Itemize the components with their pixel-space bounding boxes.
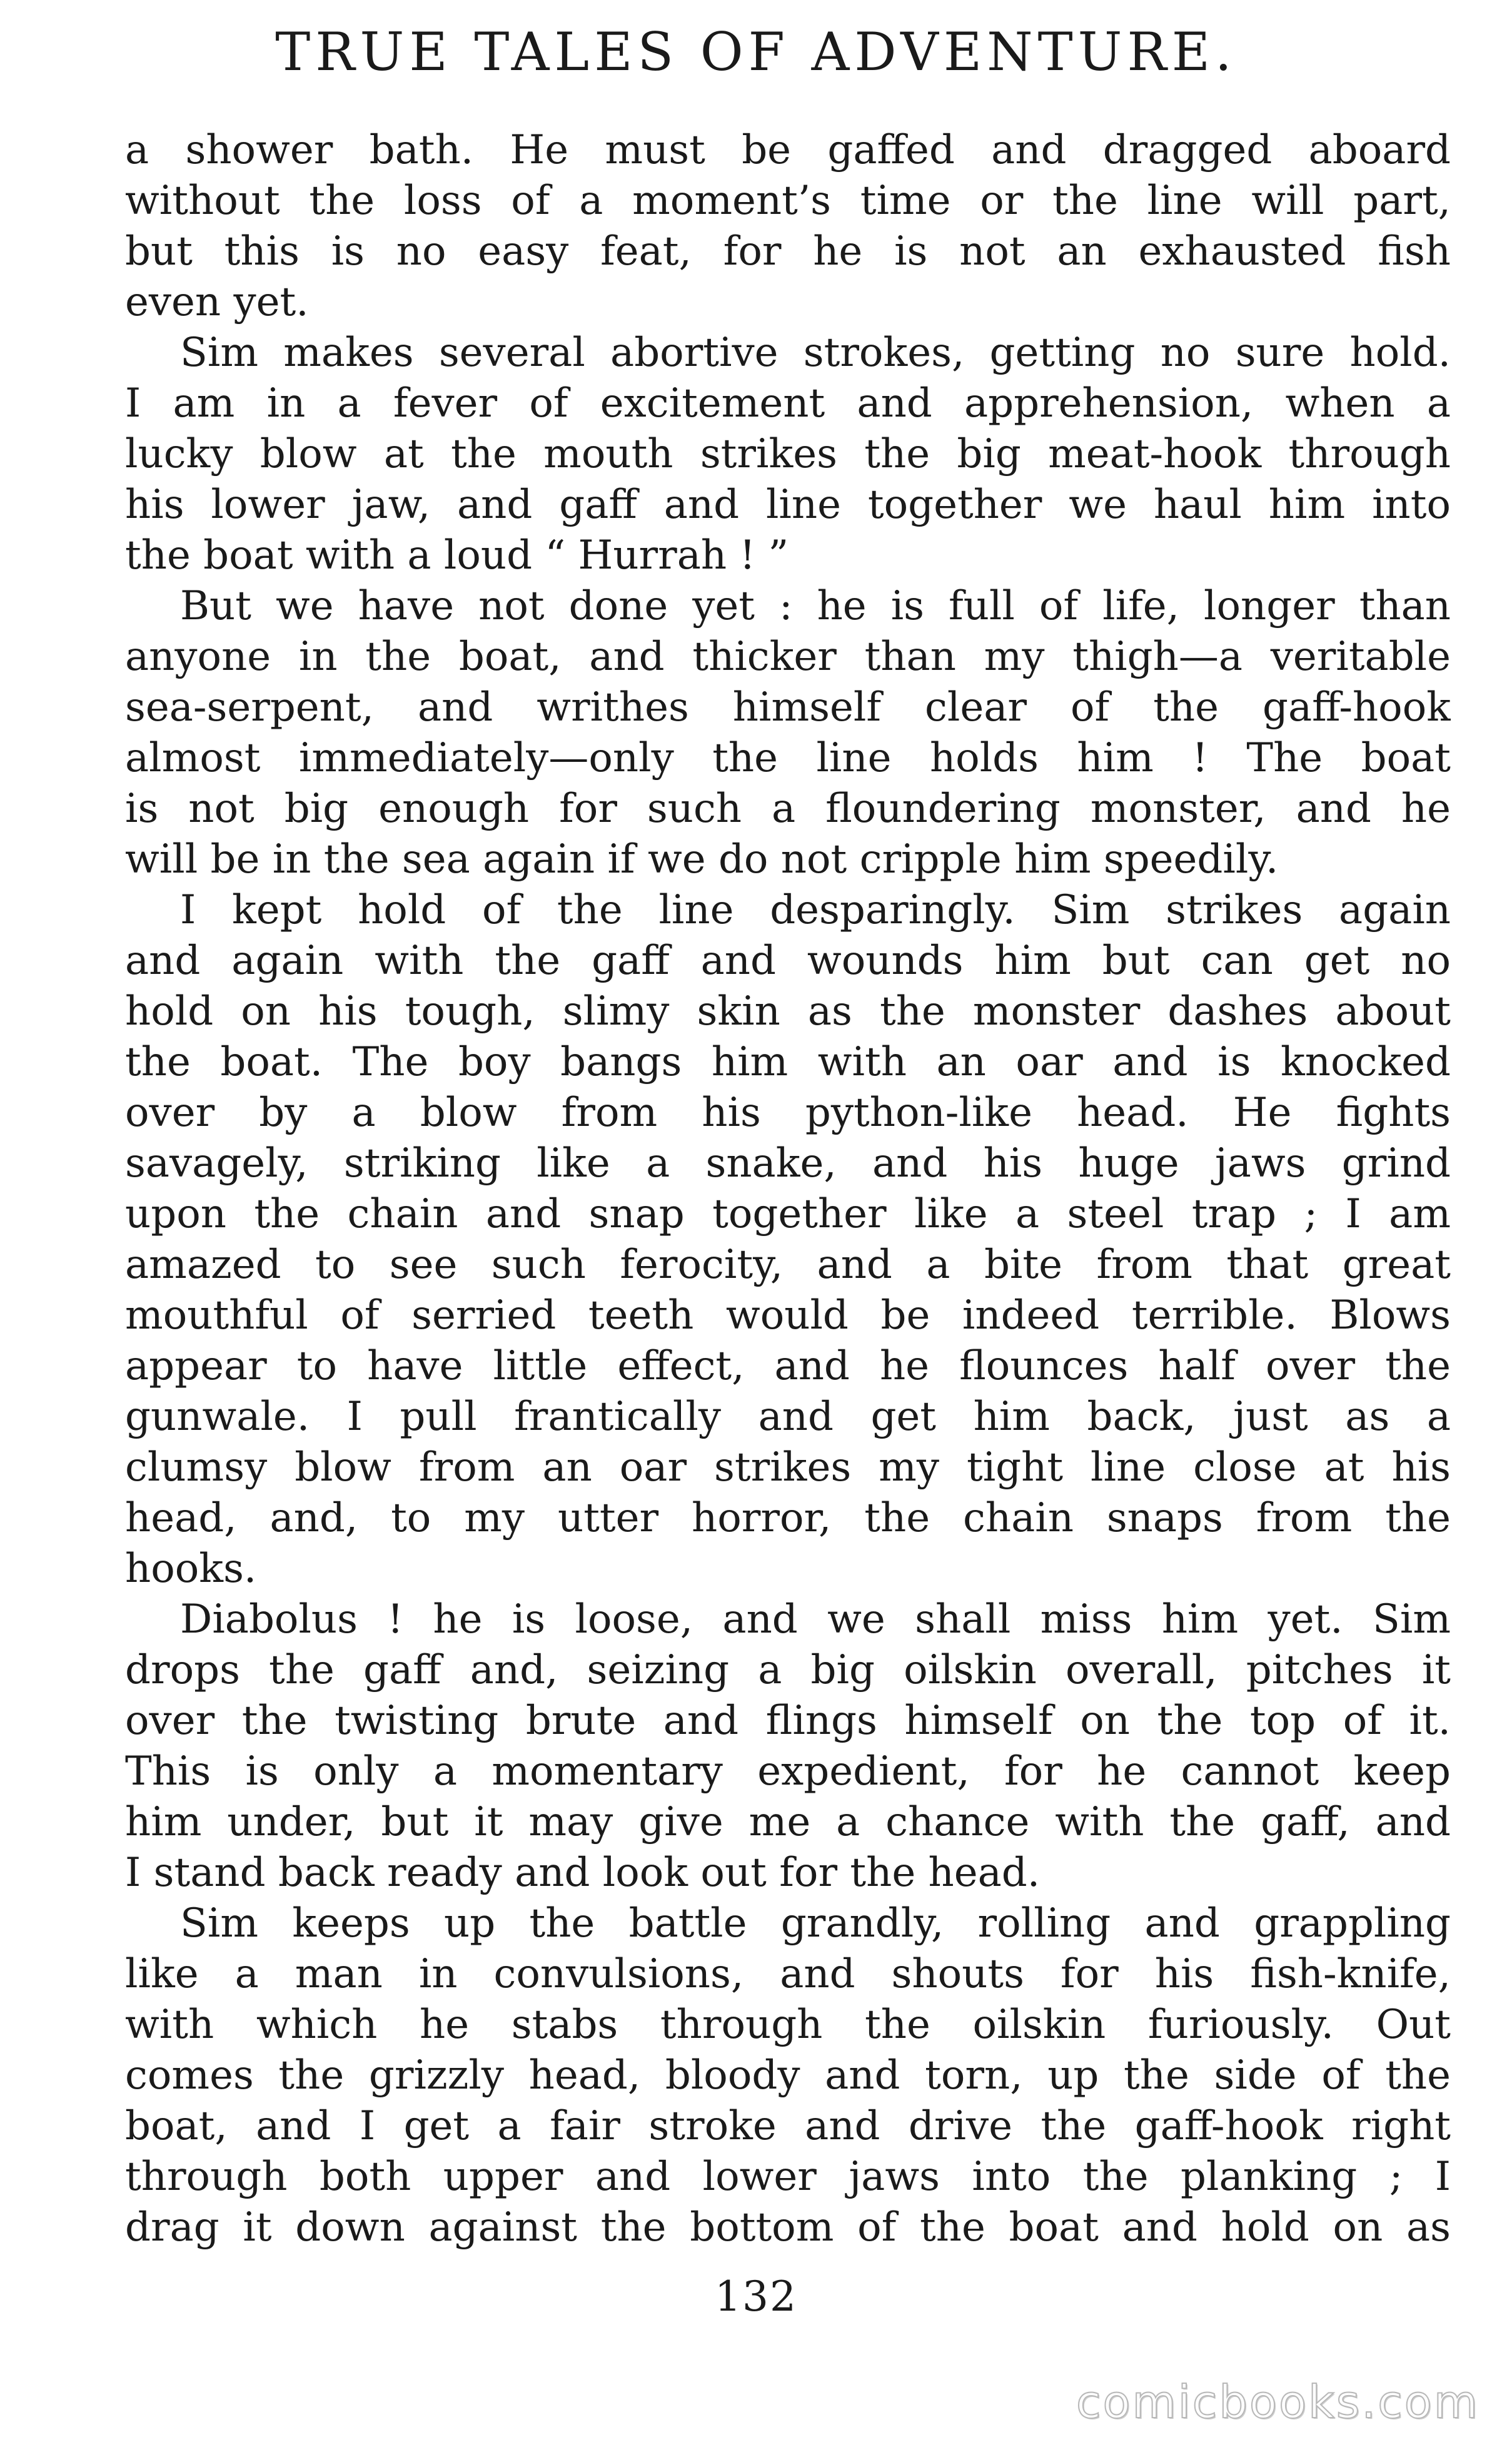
text-line: I stand back ready and look out for the head. — [125, 1850, 1041, 1896]
text-line: clumsy blow from an oar strikes my tight line close at his — [125, 1444, 1451, 1491]
text-line: drag it down against the bottom of the boat and hold on as — [125, 2204, 1451, 2251]
text-line: I am in a fever of excitement and apprehension, when a — [125, 380, 1451, 427]
text-line: but this is no easy feat, for he is not an exhausted fish — [125, 228, 1451, 275]
text-line: hooks. — [125, 1546, 257, 1592]
text-line: But we have not done yet : he is full of life, longer than — [180, 583, 1451, 629]
text-line: drops the gaff and, seizing a big oilskin overall, pitches it — [125, 1647, 1451, 1693]
text-line: with which he stabs through the oilskin furiously. Out — [125, 2002, 1451, 2048]
text-line: hold on his tough, slimy skin as the monster dashes about — [125, 988, 1451, 1035]
page-number: 132 — [715, 2272, 797, 2321]
text-line: him under, but it may give me a chance with the gaff, and — [125, 1799, 1451, 1845]
running-title: TRUE TALES OF ADVENTURE. — [275, 21, 1237, 83]
text-line: Diabolus ! he is loose, and we shall miss him yet. Sim — [180, 1596, 1451, 1643]
text-line: gunwale. I pull frantically and get him back, just as a — [125, 1394, 1451, 1440]
text-line: almost immediately—only the line holds him ! The boat — [125, 735, 1451, 781]
text-line: even yet. — [125, 279, 309, 325]
text-line: anyone in the boat, and thicker than my thigh—a veritable — [125, 634, 1451, 680]
text-line: appear to have little effect, and he flounces half over the — [125, 1343, 1451, 1389]
text-line: like a man in convulsions, and shouts for his fish-knife, — [125, 1951, 1451, 1997]
body-text — [125, 125, 1451, 2253]
text-line: comes the grizzly head, bloody and torn, up the side of the — [125, 2052, 1451, 2099]
text-line: upon the chain and snap together like a steel trap ; I am — [125, 1191, 1451, 1237]
text-line: head, and, to my utter horror, the chain snaps from the — [125, 1495, 1451, 1541]
text-line: is not big enough for such a floundering monster, and he — [125, 786, 1451, 832]
text-line: amazed to see such ferocity, and a bite from that great — [125, 1242, 1451, 1288]
text-line: the boat with a loud “ Hurrah ! ” — [125, 532, 789, 579]
text-line: Sim makes several abortive strokes, getting no sure hold. — [180, 330, 1451, 376]
text-line: over by a blow from his python-like head. He fights — [125, 1090, 1451, 1136]
text-line: boat, and I get a fair stroke and drive the gaff-hook right — [125, 2103, 1451, 2149]
text-line: over the twisting brute and flings himself on the top of it. — [125, 1698, 1451, 1744]
text-line: a shower bath. He must be gaffed and dragged aboard — [125, 127, 1451, 173]
watermark: comicbooks.com — [1076, 2376, 1479, 2428]
text-line: his lower jaw, and gaff and line together we haul him into — [125, 482, 1451, 528]
text-line: lucky blow at the mouth strikes the big meat-hook through — [125, 431, 1451, 477]
text-line: and again with the gaff and wounds him but can get no — [125, 938, 1451, 984]
text-line: through both upper and lower jaws into the planking ; I — [125, 2154, 1451, 2200]
text-line: without the loss of a moment’s time or the line will part, — [125, 178, 1451, 224]
text-line: This is only a momentary expedient, for he cannot keep — [125, 1748, 1451, 1795]
text-line: mouthful of serried teeth would be indeed terrible. Blows — [125, 1292, 1451, 1339]
text-line: the boat. The boy bangs him with an oar and is knocked — [125, 1039, 1451, 1085]
text-line: savagely, striking like a snake, and his huge jaws grind — [125, 1140, 1451, 1187]
text-line: Sim keeps up the battle grandly, rolling and grappling — [180, 1900, 1451, 1947]
text-line: will be in the sea again if we do not cripple him speedily. — [125, 836, 1279, 883]
text-line: sea-serpent, and writhes himself clear of the gaff-hook — [125, 684, 1451, 731]
text-line: I kept hold of the line desparingly. Sim strikes again — [180, 887, 1451, 933]
